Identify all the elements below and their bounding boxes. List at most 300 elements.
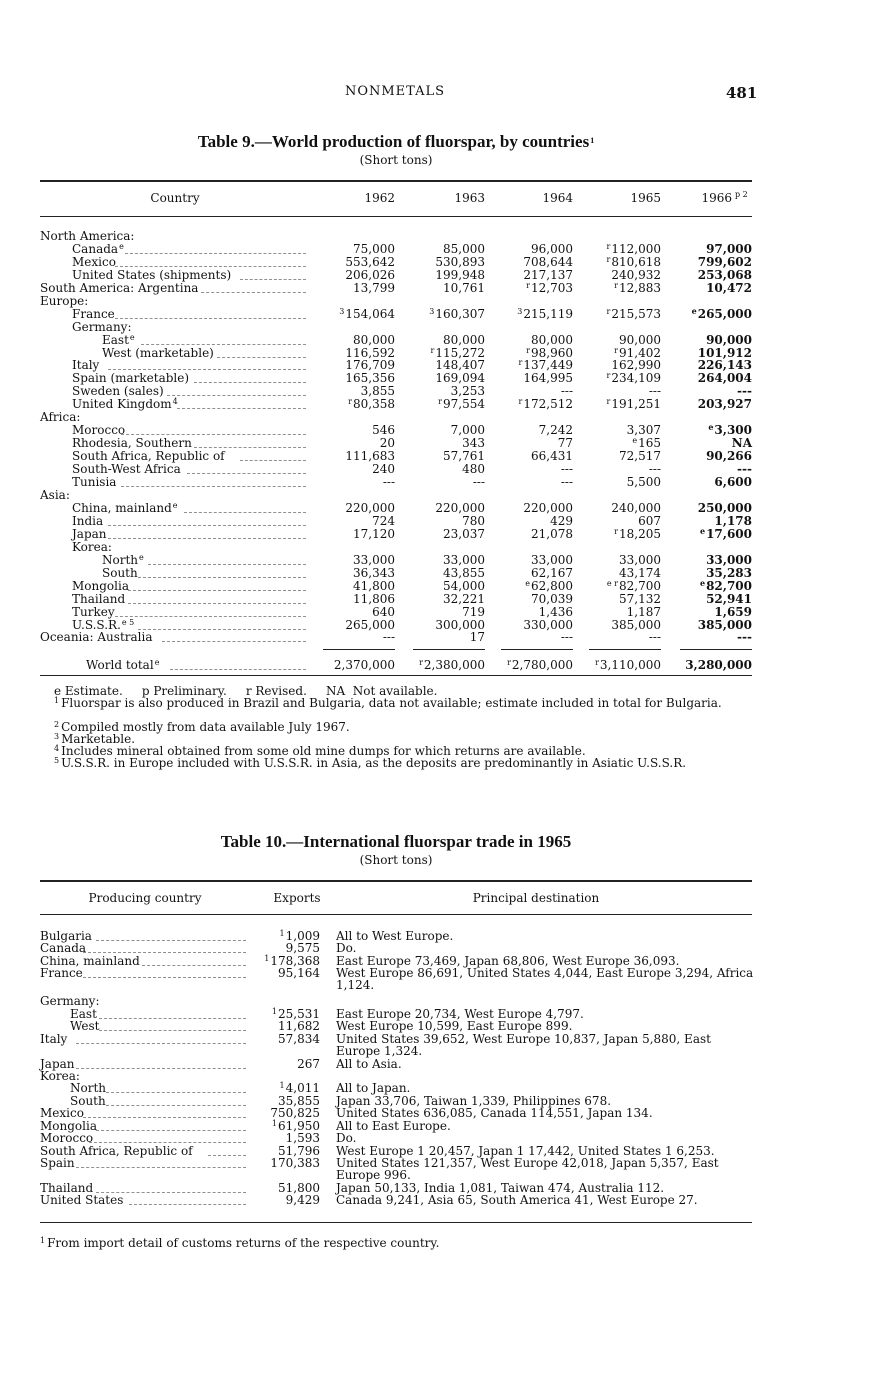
cell-1964: 708,644 (523, 255, 573, 269)
cell-1964: --- (560, 462, 573, 476)
leader-dots (83, 967, 246, 978)
leader-dots (106, 1082, 246, 1093)
cell-1966: 6,600 (714, 475, 752, 489)
cell-1962: 553,642 (345, 255, 395, 269)
leader-dots (121, 476, 306, 487)
table9-col-header-1964: 1964 (542, 191, 573, 205)
cell-1964: 77 (557, 436, 573, 450)
running-head (0, 84, 883, 104)
footnote-text: U.S.S.R. in Europe included with U.S.S.R. in Asia, as the deposits are predominantly in Asiatic U.S.S.R. (61, 756, 687, 770)
cell-1963: 3,253 (450, 384, 485, 398)
table9-col-header-1965: 1965 (630, 191, 661, 205)
row-label-text: Mexico (72, 255, 116, 269)
table-row (40, 334, 752, 346)
cell-value: 91,402 (619, 346, 661, 360)
row-label (72, 541, 112, 553)
cell-1964: --- (560, 475, 573, 489)
cell-1964 (483, 282, 573, 296)
cell-1965: 57,132 (619, 592, 661, 606)
footnote-symbol: 1 (54, 696, 60, 705)
row-label-text: South America: Argentina (40, 281, 199, 295)
cell-1965: 240,000 (611, 501, 661, 515)
exports-cell: 95,164 (278, 966, 320, 980)
leader-dots (96, 1182, 246, 1193)
total-label-note: e (154, 658, 160, 667)
cell-value: 18,205 (619, 527, 661, 541)
leader-dots (83, 1107, 246, 1118)
cell-1966: 799,602 (697, 255, 752, 269)
cell-1964 (483, 398, 573, 412)
row-label (72, 593, 125, 605)
cell-1962: 546 (372, 423, 395, 437)
destination-cell: Japan 50,133, India 1,081, Taiwan 474, Australia 112. (336, 1181, 665, 1195)
table-row (40, 515, 752, 527)
footnote-symbol: 4 (54, 744, 60, 753)
destination-cell: All to East Europe. (336, 1119, 451, 1133)
leader-dots (76, 1033, 246, 1044)
cell-1962: 265,000 (345, 618, 395, 632)
leader-dots (162, 631, 306, 642)
table-row (40, 308, 752, 320)
row-label: Germany: (40, 994, 100, 1008)
row-label: Canada (40, 941, 87, 955)
cell-note: r (614, 281, 618, 290)
row-label: United States (40, 1193, 124, 1207)
row-label (72, 321, 132, 333)
cell-1963: 480 (462, 462, 485, 476)
cell-note: 3 (339, 307, 345, 316)
cell-note: e (525, 579, 530, 588)
row-label (40, 631, 153, 643)
leader-dots (187, 463, 306, 474)
cell-value: 61,950 (278, 1119, 320, 1133)
cell-1965: --- (648, 630, 661, 644)
table9-footnote (40, 697, 752, 711)
cell-1964: 429 (550, 514, 573, 528)
row-label (72, 450, 225, 462)
leader-dots (128, 593, 306, 604)
row-label (72, 476, 116, 488)
cell-1966 (662, 528, 752, 541)
table-row (40, 502, 752, 514)
leader-dots (76, 1058, 246, 1069)
exports-cell: 57,834 (278, 1032, 320, 1046)
row-label-text: United States (shipments) (72, 268, 232, 282)
cell-1962: 111,683 (345, 449, 395, 463)
cell-1965: 385,000 (611, 618, 661, 632)
cell-1965: 72,517 (619, 449, 661, 463)
cell-value: 115,272 (435, 346, 485, 360)
row-label: Spain (40, 1156, 75, 1170)
cell-1964: 70,039 (531, 592, 573, 606)
table9-col-header-1963: 1963 (454, 191, 485, 205)
cell-1966: 385,000 (697, 618, 752, 632)
footnote-symbol: 5 (54, 756, 60, 765)
cell-value: 12,883 (619, 281, 661, 295)
cell-note: r (526, 281, 530, 290)
leader-dots (89, 1132, 246, 1143)
row-label-text: South Africa, Republic of (72, 449, 225, 463)
exports-cell: 267 (297, 1057, 320, 1071)
row-label (72, 580, 129, 592)
row-label (40, 411, 80, 423)
cell-1964: 96,000 (531, 242, 573, 256)
leader-dots (194, 437, 306, 448)
destination-cell: United States 121,357, West Europe 42,018, Japan 5,357, East Europe 996. (336, 1156, 719, 1182)
cell-1962: 20 (379, 436, 395, 450)
destination-cell: All to Asia. (336, 1057, 402, 1071)
cell-1963: 719 (462, 605, 485, 619)
table10-col-header-country: Producing country (88, 891, 202, 905)
row-label (72, 359, 99, 371)
leader-dots (138, 567, 306, 578)
cell-value: 215,573 (611, 307, 661, 321)
cell-1965: 1,187 (626, 605, 661, 619)
cell-value: 165 (638, 436, 661, 450)
table9-col-header-country: Country (150, 191, 200, 205)
row-label-text: Asia: (40, 488, 70, 502)
cell-1966: 52,941 (706, 592, 752, 606)
row-label-text: Europe: (40, 294, 89, 308)
row-label: Bulgaria (40, 929, 92, 943)
leader-dots (167, 385, 306, 396)
cell-note: e (708, 422, 714, 432)
table9-total-row (40, 659, 752, 671)
leader-dots (201, 282, 306, 293)
row-label-text: India (72, 514, 104, 528)
table-row (40, 243, 752, 255)
exports-cell: 170,383 (270, 1156, 320, 1170)
cell-note: r (438, 397, 442, 406)
cell-note: e (699, 578, 706, 588)
leader-dots (108, 515, 306, 526)
cell-1965: 33,000 (619, 553, 661, 567)
running-title: NONMETALS (344, 84, 446, 99)
cell-1965 (571, 308, 661, 322)
cell-value: 3,300 (714, 423, 752, 437)
cell-1963: 80,000 (443, 333, 485, 347)
cell-note: r (606, 255, 611, 264)
footnote-text: Includes mineral obtained from some old mine dumps for which returns are available. (61, 744, 586, 758)
leader-dots (96, 930, 246, 941)
cell-value: 215,119 (523, 307, 573, 321)
cell-1964: 7,242 (538, 423, 573, 437)
table-row (40, 476, 752, 488)
table-row (40, 567, 752, 579)
cell-1963: 530,893 (435, 255, 485, 269)
exports-cell: 51,800 (278, 1181, 320, 1195)
cell-1964: --- (560, 384, 573, 398)
cell-1962: 11,806 (353, 592, 395, 606)
table-row (40, 398, 752, 410)
table9-bottom-rule (40, 675, 752, 676)
cell-1962 (305, 398, 395, 412)
row-label-text: Japan (72, 527, 107, 541)
cell-1963: 300,000 (435, 618, 485, 632)
cell-1962: --- (382, 475, 395, 489)
cell-1966: 97,000 (706, 242, 752, 256)
table-row (40, 321, 752, 333)
page-number: 481 (726, 84, 758, 102)
cell-value: 12,703 (531, 281, 573, 295)
leader-dots (184, 502, 306, 513)
leader-dots (99, 1008, 246, 1019)
cell-note: r (614, 346, 618, 355)
table-row (40, 424, 752, 436)
row-label-text: North America: (40, 229, 135, 243)
cell-1963: 10,761 (443, 281, 485, 295)
cell-1962: 36,343 (353, 566, 395, 580)
cell-value: 154,064 (345, 307, 395, 321)
destination-cell: All to Japan. (336, 1081, 411, 1095)
cell-value: 265,000 (697, 307, 752, 321)
footnote-symbol: 3 (54, 732, 60, 741)
cell-1963: 43,855 (443, 566, 485, 580)
table-row (40, 580, 752, 592)
cell-1964: 62,167 (531, 566, 573, 580)
cell-1965: 90,000 (619, 333, 661, 347)
row-label-note: e (119, 242, 124, 251)
cell-note: r (518, 358, 523, 367)
row-label (72, 269, 231, 281)
row-label (72, 256, 116, 268)
cell-value: 137,449 (523, 358, 573, 372)
destination-cell: Do. (336, 941, 357, 955)
cell-1966: --- (737, 630, 752, 644)
cell-1964: --- (560, 630, 573, 644)
leader-dots (115, 606, 306, 617)
row-label: Mexico (40, 1106, 84, 1120)
cell-1962: 724 (372, 514, 395, 528)
cell-value: 82,700 (619, 579, 661, 593)
destination-cell: East Europe 73,469, Japan 68,806, West Europe 36,093. (336, 954, 680, 968)
table9-col-header-1962: 1962 (364, 191, 395, 205)
row-label-text: Germany: (72, 320, 132, 334)
cell-1966: 264,004 (697, 371, 752, 385)
cell-1966: 101,912 (697, 346, 752, 360)
table9-subtotal-rule (413, 649, 485, 650)
cell-value: 17,600 (706, 527, 752, 541)
table-row (40, 230, 752, 242)
row-label-text: South (102, 566, 138, 580)
row-label (40, 230, 134, 242)
cell-1963: 169,094 (435, 371, 485, 385)
row-label-text: France (72, 307, 115, 321)
leader-dots (148, 554, 306, 565)
leader-dots (121, 424, 306, 435)
cell-1964: 80,000 (531, 333, 573, 347)
leader-dots (194, 372, 306, 383)
leader-dots (108, 528, 306, 539)
row-label-text: Thailand (72, 592, 126, 606)
table9-footnote (40, 757, 752, 771)
destination-cell: West Europe 86,691, United States 4,044, East Europe 3,294, Africa 1,124. (336, 966, 754, 992)
table-row (40, 256, 752, 268)
cell-1962: 3,855 (360, 384, 395, 398)
row-label: West (70, 1019, 100, 1033)
cell-note: r (518, 397, 523, 406)
table9-subtotal-rule (680, 649, 752, 650)
row-label-note: e 5 (121, 618, 135, 627)
cell-1962: 75,000 (353, 242, 395, 256)
total-label (86, 659, 159, 673)
row-label-text: Spain (marketable) (72, 371, 190, 385)
destination-cell: All to West Europe. (336, 929, 454, 943)
row-label-text: Korea: (72, 540, 112, 554)
row-label-note: e (139, 553, 144, 562)
cell-1966: --- (737, 384, 752, 398)
table9-title: Table 9.—World production of fluorspar, by countries$^1$ (197, 132, 595, 151)
row-label-text: Canada (72, 242, 119, 256)
row-label (72, 424, 125, 436)
row-label-note: e (129, 333, 135, 342)
table-row (40, 606, 752, 618)
row-label-text: Mongolia (72, 579, 129, 593)
cell-1966 (662, 308, 752, 321)
exports-cell: 35,855 (278, 1094, 320, 1108)
destination-cell: East Europe 20,734, West Europe 4,797. (336, 1007, 584, 1021)
cell-1963: 33,000 (443, 553, 485, 567)
row-label-text: United Kingdom (72, 397, 172, 411)
cell-value: 4,011 (285, 1081, 320, 1095)
table-row (40, 528, 752, 540)
row-label: Mongolia (40, 1119, 97, 1133)
leader-dots (108, 359, 306, 370)
cell-1966: 1,178 (714, 514, 752, 528)
table-row (40, 631, 752, 643)
row-label-text: Morocco (72, 423, 126, 437)
cell-note: 1 (279, 929, 285, 938)
cell-1964: 66,431 (531, 449, 573, 463)
cell-note: e (699, 526, 706, 536)
footnote-text: Fluorspar is also produced in Brazil and Bulgaria, data not available; estimate included in total for Bulgaria. (61, 696, 722, 710)
cell-1966: --- (737, 462, 752, 476)
cell-1965: 5,500 (626, 475, 661, 489)
row-label (40, 282, 198, 294)
cell-1964: 164,995 (523, 371, 573, 385)
row-label (72, 437, 192, 449)
row-label (72, 372, 189, 384)
cell-1962: 13,799 (353, 281, 395, 295)
cell-1964: 217,137 (523, 268, 573, 282)
row-label (102, 347, 214, 359)
row-label (72, 515, 103, 527)
cell-1966: 35,283 (706, 566, 752, 580)
leader-dots (115, 256, 306, 267)
cell-1965 (571, 398, 661, 412)
leader-dots (128, 580, 306, 591)
leader-dots (129, 1194, 246, 1205)
leader-dots (83, 942, 246, 953)
row-label-note: 4 (172, 397, 178, 406)
total-label-text: World total (86, 658, 154, 672)
cell-value: 172,512 (523, 397, 573, 411)
cell-1966: NA (731, 436, 752, 450)
cell-note: 3 (517, 307, 523, 316)
exports-cell: 9,575 (285, 941, 320, 955)
cell-value: 160,307 (435, 307, 485, 321)
table9-header-rule (40, 216, 752, 217)
row-label: East (70, 1007, 97, 1021)
cell-note: r (614, 527, 618, 536)
table10-subtitle: (Short tons) (359, 853, 433, 867)
cell-1966: 33,000 (706, 553, 752, 567)
exports-cell: 1,593 (285, 1131, 320, 1145)
cell-note: 1 (279, 1081, 285, 1090)
leader-dots (99, 1020, 246, 1031)
cell-1962: --- (382, 630, 395, 644)
cell-value: 25,531 (278, 1007, 320, 1021)
table-row (40, 359, 752, 371)
table-row (40, 437, 752, 449)
table9-col-note-1966: p 2 (735, 190, 748, 199)
cell-note: r (606, 242, 611, 251)
row-label-text: Rhodesia, Southern (72, 436, 192, 450)
footnote-text: e Estimate. p Preliminary. r Revised. NA Not available. (54, 684, 438, 698)
cell-1966: 90,266 (706, 449, 752, 463)
row-label-text: China, mainland (72, 501, 172, 515)
cell-1963: 7,000 (450, 423, 485, 437)
row-label-text: Sweden (sales) (72, 384, 164, 398)
footnote-symbol: 2 (54, 720, 60, 729)
row-label: Japan (40, 1057, 75, 1071)
cell-value: 62,800 (531, 579, 573, 593)
cell-value: 97,554 (443, 397, 485, 411)
row-label (72, 528, 107, 540)
table-row (40, 593, 752, 605)
row-label: South (70, 1094, 106, 1108)
table10-bottom-rule (40, 1222, 752, 1223)
cell-1966: 250,000 (697, 501, 752, 515)
cell-value: 80,358 (353, 397, 395, 411)
footnote-text: Compiled mostly from data available July 1967. (61, 720, 350, 734)
cell-1966: 90,000 (706, 333, 752, 347)
leader-dots (125, 243, 306, 254)
cell-note: r (606, 397, 611, 406)
cell-value: 2,380,000 (423, 658, 485, 672)
cell-note: r (595, 658, 599, 667)
destination-cell: West Europe 1 20,457, Japan 1 17,442, United States 1 6,253. (336, 1144, 715, 1158)
cell-value: 191,251 (611, 397, 661, 411)
footnote-text: Marketable. (61, 732, 136, 746)
table9-subtotal-rule (323, 649, 395, 650)
destination-cell: Canada 9,241, Asia 65, South America 41, West Europe 27. (336, 1193, 698, 1207)
table10-col-header-exports: Exports (273, 891, 321, 905)
table-row (40, 450, 752, 462)
cell-note: e (632, 436, 638, 445)
row-label: China, mainland (40, 954, 140, 968)
leader-dots (106, 1095, 246, 1106)
cell-1962: 165,356 (345, 371, 395, 385)
row-label: South Africa, Republic of (40, 1144, 193, 1158)
cell-1962: 116,592 (345, 346, 395, 360)
cell-1963: 54,000 (443, 579, 485, 593)
cell-note: e (691, 306, 697, 316)
cell-1965: --- (648, 462, 661, 476)
row-label-text: South-West Africa (72, 462, 181, 476)
row-label-text: Tunisia (72, 475, 117, 489)
exports-cell: 51,796 (278, 1144, 320, 1158)
cell-1965 (571, 528, 661, 542)
total-cell-1965 (571, 659, 661, 673)
row-label (40, 295, 88, 307)
table-row (40, 541, 752, 553)
cell-1963: 23,037 (443, 527, 485, 541)
cell-1964 (483, 308, 573, 322)
cell-value: 98,960 (531, 346, 573, 360)
row-label: France (40, 966, 83, 980)
cell-1964: 33,000 (531, 553, 573, 567)
